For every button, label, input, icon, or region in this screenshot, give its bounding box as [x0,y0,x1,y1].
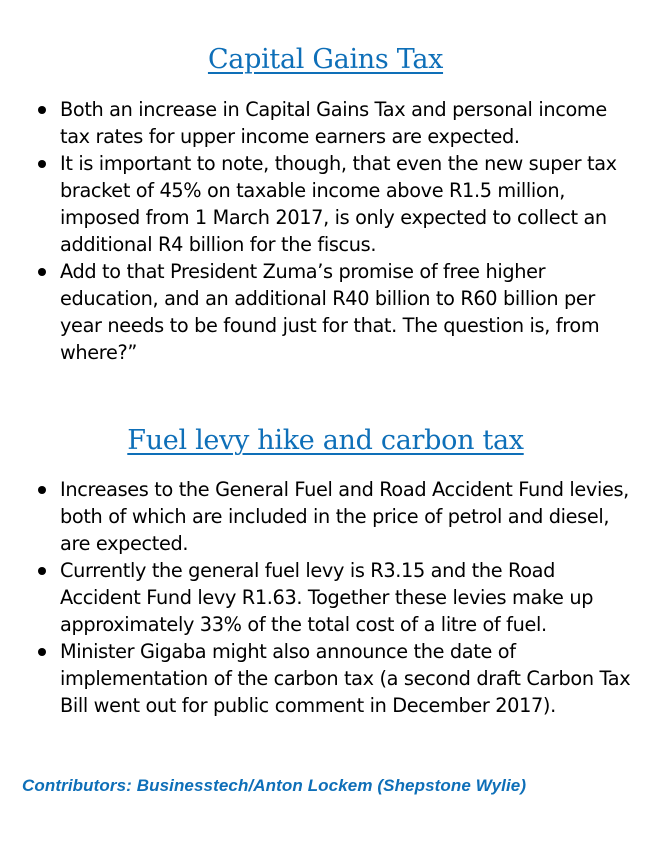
bullet-item [36,96,636,150]
bullet-dot-icon [38,648,46,656]
bullet-text: Both an increase in Capital Gains Tax and personal income tax rates for upper income earners are expected. [60,98,607,148]
bullet-item [36,258,636,366]
bullet-text: Minister Gigaba might also announce the date of implementation of the carbon tax (a second draft Carbon Tax Bill went out for public comment in December 2017). [60,640,631,717]
bullet-dot-icon [38,106,46,114]
bullet-item [36,476,636,557]
bullet-dot-icon [38,268,46,276]
fuel-levy-bullet-list [36,476,636,719]
bullet-dot-icon [38,160,46,168]
bullet-item [36,150,636,258]
contributors-credit: Contributors: Businesstech/Anton Lockem (Shepstone Wylie) [22,776,527,795]
bullet-text: Currently the general fuel levy is R3.15 and the Road Accident Fund levy R1.63. Together these levies make up approximately 33% of the total cost of a litre of fuel. [60,559,594,636]
capital-gains-bullet-list [36,96,636,366]
bullet-dot-icon [38,567,46,575]
bullet-text: It is important to note, though, that even the new super tax bracket of 45% on taxable income above R1.5 million, imposed from 1 March 2017, is only expected to collect an additional R4 billion for the fiscus. [60,152,617,256]
bullet-text: Increases to the General Fuel and Road Accident Fund levies, both of which are included in the price of petrol and diesel, are expected. [60,478,629,555]
bullet-item [36,557,636,638]
section-heading-capital-gains-tax: Capital Gains Tax [207,44,444,75]
bullet-text: Add to that President Zuma’s promise of free higher education, and an additional R40 billion to R60 billion per year needs to be found just for that. The question is, from where?” [60,260,600,364]
bullet-dot-icon [38,486,46,494]
bullet-item [36,638,636,719]
section-heading-fuel-levy: Fuel levy hike and carbon tax [127,425,524,456]
